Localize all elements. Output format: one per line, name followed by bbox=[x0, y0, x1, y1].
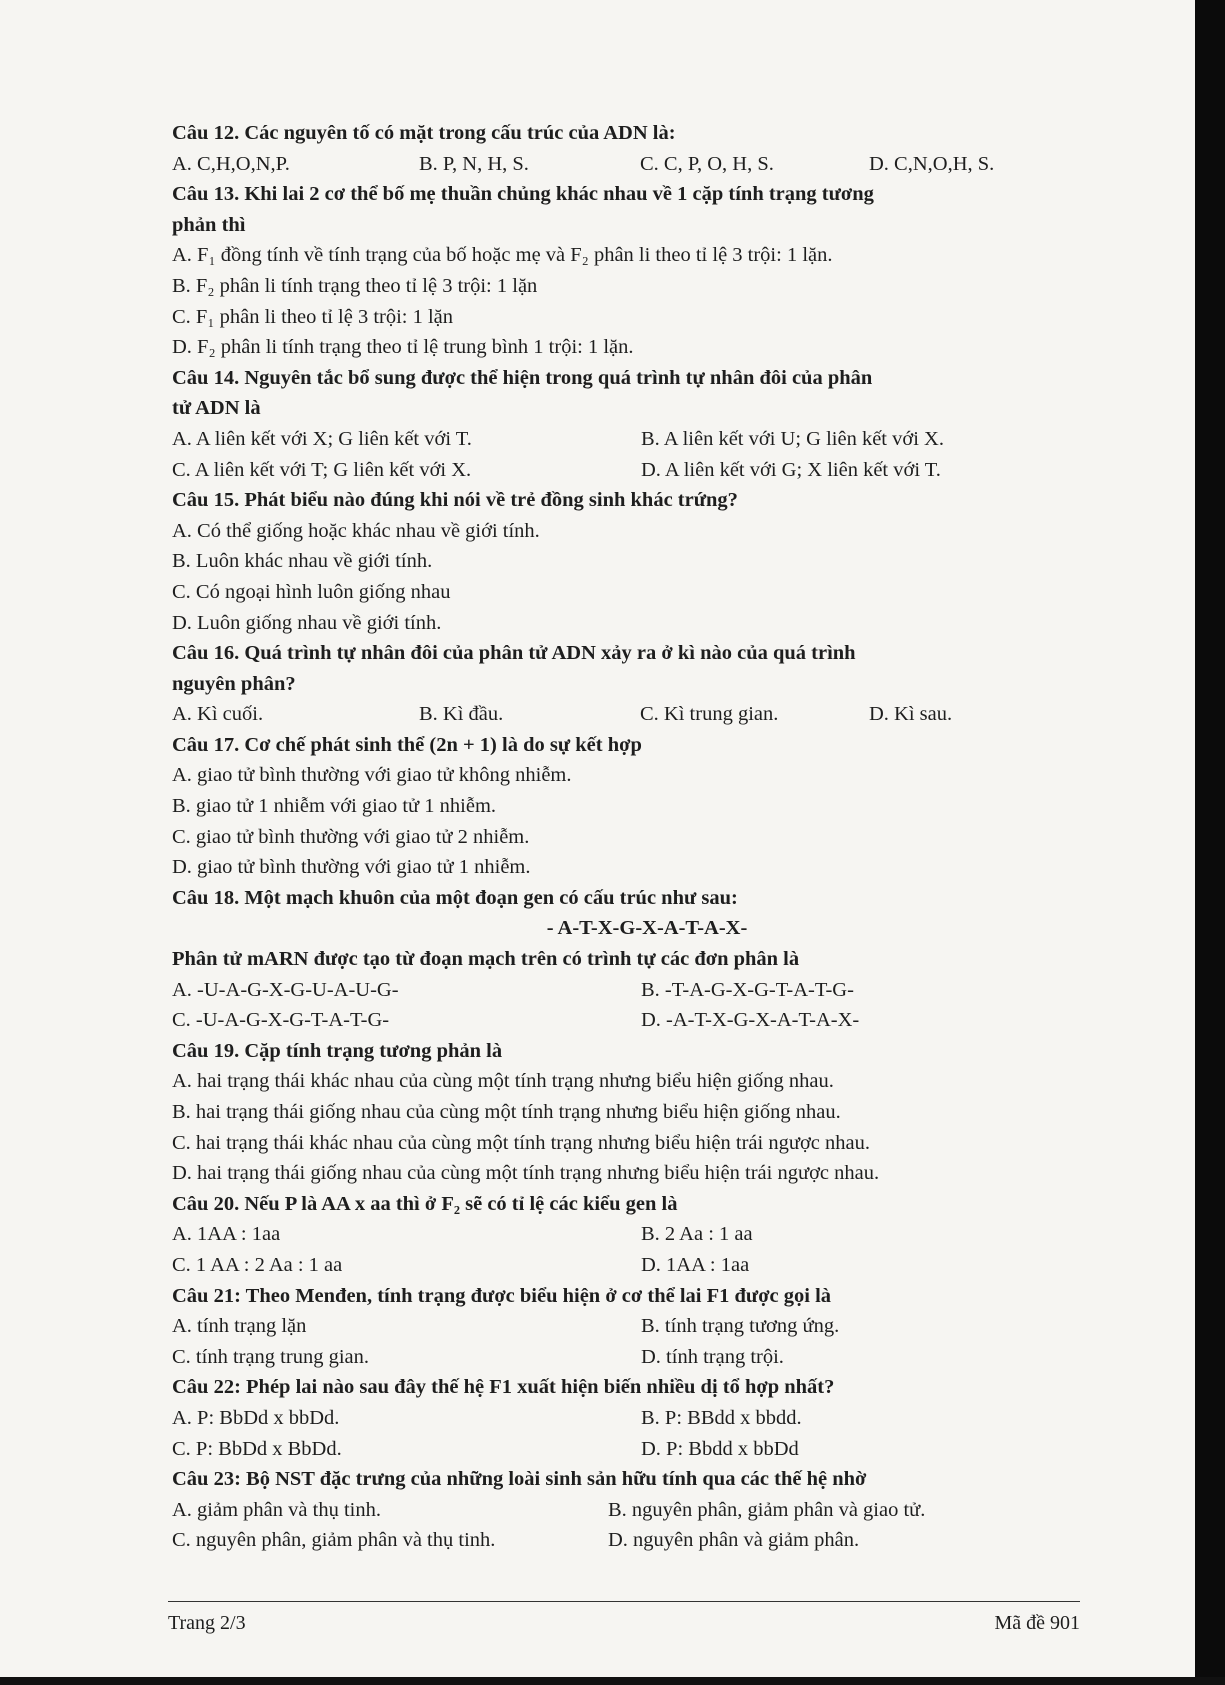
option-a: A. C,H,O,N,P. bbox=[172, 152, 290, 175]
question-22-options-row2 bbox=[172, 1434, 1092, 1465]
question-19: Câu 19. Cặp tính trạng tương phản là bbox=[172, 1039, 503, 1062]
option-b: B. F₂ phân li tính trạng theo tỉ lệ 3 trội: 1 lặn bbox=[172, 274, 538, 297]
option-b: B. nguyên phân, giảm phân và giao tử. bbox=[608, 1498, 926, 1521]
option-c: C. P: BbDd x BbDd. bbox=[172, 1437, 342, 1460]
option-c: C. giao tử bình thường với giao tử 2 nhiễm. bbox=[172, 825, 530, 848]
option-b: B. hai trạng thái giống nhau của cùng một tính trạng nhưng biểu hiện giống nhau. bbox=[172, 1101, 841, 1123]
option-b: B. 2 Aa : 1 aa bbox=[641, 1223, 753, 1246]
option-d: D. A liên kết với G; X liên kết với T. bbox=[641, 458, 941, 481]
option-c: C. Kì trung gian. bbox=[640, 703, 779, 726]
gene-sequence: - A-T-X-G-X-A-T-A-X- bbox=[546, 917, 748, 940]
option-a: A. hai trạng thái khác nhau của cùng một tính trạng nhưng biểu hiện giống nhau. bbox=[172, 1070, 834, 1093]
question-14-cont: tử ADN là bbox=[172, 397, 261, 420]
question-13-cont: phản thì bbox=[172, 213, 246, 236]
question-12-options bbox=[172, 149, 1092, 180]
option-b: B. Kì đầu. bbox=[419, 703, 504, 726]
option-c: C. A liên kết với T; G liên kết với X. bbox=[172, 458, 472, 481]
option-a: A. F₁ đồng tính về tính trạng của bố hoặc mẹ và F₂ phân li theo tỉ lệ 3 trội: 1 lặn. bbox=[172, 244, 833, 267]
question-20-options-row2 bbox=[172, 1250, 1092, 1281]
option-a: A. tính trạng lặn bbox=[172, 1315, 307, 1338]
option-c: C. Có ngoại hình luôn giống nhau bbox=[172, 580, 451, 603]
exam-content bbox=[172, 118, 1092, 1556]
question-23: Câu 23: Bộ NST đặc trưng của những loài sinh sản hữu tính qua các thế hệ nhờ bbox=[172, 1468, 867, 1491]
option-b: B. Luôn khác nhau về giới tính. bbox=[172, 550, 433, 573]
scan-edge-right bbox=[1195, 0, 1225, 1685]
option-c: C. C, P, O, H, S. bbox=[640, 152, 774, 175]
option-b: B. A liên kết với U; G liên kết với X. bbox=[641, 427, 944, 450]
question-21-options-row1 bbox=[172, 1311, 1092, 1342]
option-a: A. 1AA : 1aa bbox=[172, 1223, 281, 1246]
option-d: D. Kì sau. bbox=[869, 703, 953, 726]
option-a: A. P: BbDd x bbDd. bbox=[172, 1406, 340, 1429]
question-14-options-row1 bbox=[172, 424, 1092, 455]
question-18-sub: Phân tử mARN được tạo từ đoạn mạch trên có trình tự các đơn phân là bbox=[172, 948, 800, 971]
option-a: A. A liên kết với X; G liên kết với T. bbox=[172, 427, 472, 450]
question-16: Câu 16. Quá trình tự nhân đôi của phân tử ADN xảy ra ở kì nào của quá trình bbox=[172, 642, 856, 665]
question-23-options-row2 bbox=[172, 1525, 1092, 1556]
option-c: C. nguyên phân, giảm phân và thụ tinh. bbox=[172, 1529, 496, 1552]
option-b: B. -T-A-G-X-G-T-A-T-G- bbox=[641, 978, 854, 1001]
option-d: D. Luôn giống nhau về giới tính. bbox=[172, 611, 442, 634]
option-d: D. 1AA : 1aa bbox=[641, 1253, 750, 1276]
page-number: Trang 2/3 bbox=[168, 1612, 246, 1634]
scan-edge-bottom bbox=[0, 1677, 1225, 1685]
question-16-cont: nguyên phân? bbox=[172, 672, 296, 695]
question-23-options-row1 bbox=[172, 1495, 1092, 1526]
option-a: A. Kì cuối. bbox=[172, 703, 264, 726]
question-15: Câu 15. Phát biểu nào đúng khi nói về trẻ đồng sinh khác trứng? bbox=[172, 489, 738, 512]
option-c: C. 1 AA : 2 Aa : 1 aa bbox=[172, 1253, 343, 1276]
option-d: D. F₂ phân li tính trạng theo tỉ lệ trung bình 1 trội: 1 lặn. bbox=[172, 336, 634, 359]
option-a: A. Có thể giống hoặc khác nhau về giới tính. bbox=[172, 519, 540, 542]
option-b: B. tính trạng tương ứng. bbox=[641, 1315, 840, 1338]
option-b: B. P, N, H, S. bbox=[419, 152, 529, 175]
page-footer bbox=[168, 1601, 1080, 1635]
option-d: D. P: Bbdd x bbDd bbox=[641, 1437, 799, 1460]
question-20-options-row1 bbox=[172, 1219, 1092, 1250]
question-20: Câu 20. Nếu P là AA x aa thì ở F₂ sẽ có tỉ lệ các kiểu gen là bbox=[172, 1192, 678, 1215]
question-18: Câu 18. Một mạch khuôn của một đoạn gen có cấu trúc như sau: bbox=[172, 886, 738, 909]
question-12: Câu 12. Các nguyên tố có mặt trong cấu trúc của ADN là: bbox=[172, 122, 676, 144]
question-17: Câu 17. Cơ chế phát sinh thể (2n + 1) là do sự kết hợp bbox=[172, 733, 642, 756]
option-c: C. F₁ phân li theo tỉ lệ 3 trội: 1 lặn bbox=[172, 305, 454, 328]
option-c: C. tính trạng trung gian. bbox=[172, 1345, 370, 1368]
question-22-options-row1 bbox=[172, 1403, 1092, 1434]
question-13: Câu 13. Khi lai 2 cơ thể bố mẹ thuần chủng khác nhau về 1 cặp tính trạng tương bbox=[172, 183, 874, 206]
option-c: C. hai trạng thái khác nhau của cùng một tính trạng nhưng biểu hiện trái ngược nhau. bbox=[172, 1131, 870, 1154]
option-c: C. -U-A-G-X-G-T-A-T-G- bbox=[172, 1009, 390, 1032]
exam-code: Mã đề 901 bbox=[994, 1612, 1080, 1634]
option-b: B. giao tử 1 nhiễm với giao tử 1 nhiễm. bbox=[172, 795, 497, 818]
question-16-options bbox=[172, 699, 1092, 730]
option-d: D. -A-T-X-G-X-A-T-A-X- bbox=[641, 1009, 860, 1032]
question-14-options-row2 bbox=[172, 455, 1092, 486]
option-d: D. tính trạng trội. bbox=[641, 1345, 784, 1368]
option-d: D. hai trạng thái giống nhau của cùng một tính trạng nhưng biểu hiện trái ngược nhau. bbox=[172, 1162, 880, 1185]
option-d: D. giao tử bình thường với giao tử 1 nhiễm. bbox=[172, 856, 531, 879]
option-a: A. -U-A-G-X-G-U-A-U-G- bbox=[172, 978, 399, 1001]
option-a: A. giao tử bình thường với giao tử không nhiễm. bbox=[172, 764, 572, 787]
option-b: B. P: BBdd x bbdd. bbox=[641, 1406, 802, 1429]
question-21: Câu 21: Theo Menđen, tính trạng được biểu hiện ở cơ thể lai F1 được gọi là bbox=[172, 1284, 832, 1307]
question-21-options-row2 bbox=[172, 1342, 1092, 1373]
option-d: D. C,N,O,H, S. bbox=[869, 152, 995, 175]
question-18-options-row2 bbox=[172, 1005, 1092, 1036]
option-d: D. nguyên phân và giảm phân. bbox=[608, 1529, 860, 1552]
question-22: Câu 22: Phép lai nào sau đây thế hệ F1 xuất hiện biến nhiều dị tổ hợp nhất? bbox=[172, 1376, 835, 1399]
question-18-options-row1 bbox=[172, 975, 1092, 1006]
question-14: Câu 14. Nguyên tắc bổ sung được thể hiện trong quá trình tự nhân đôi của phân bbox=[172, 366, 873, 389]
option-a: A. giảm phân và thụ tinh. bbox=[172, 1498, 381, 1521]
